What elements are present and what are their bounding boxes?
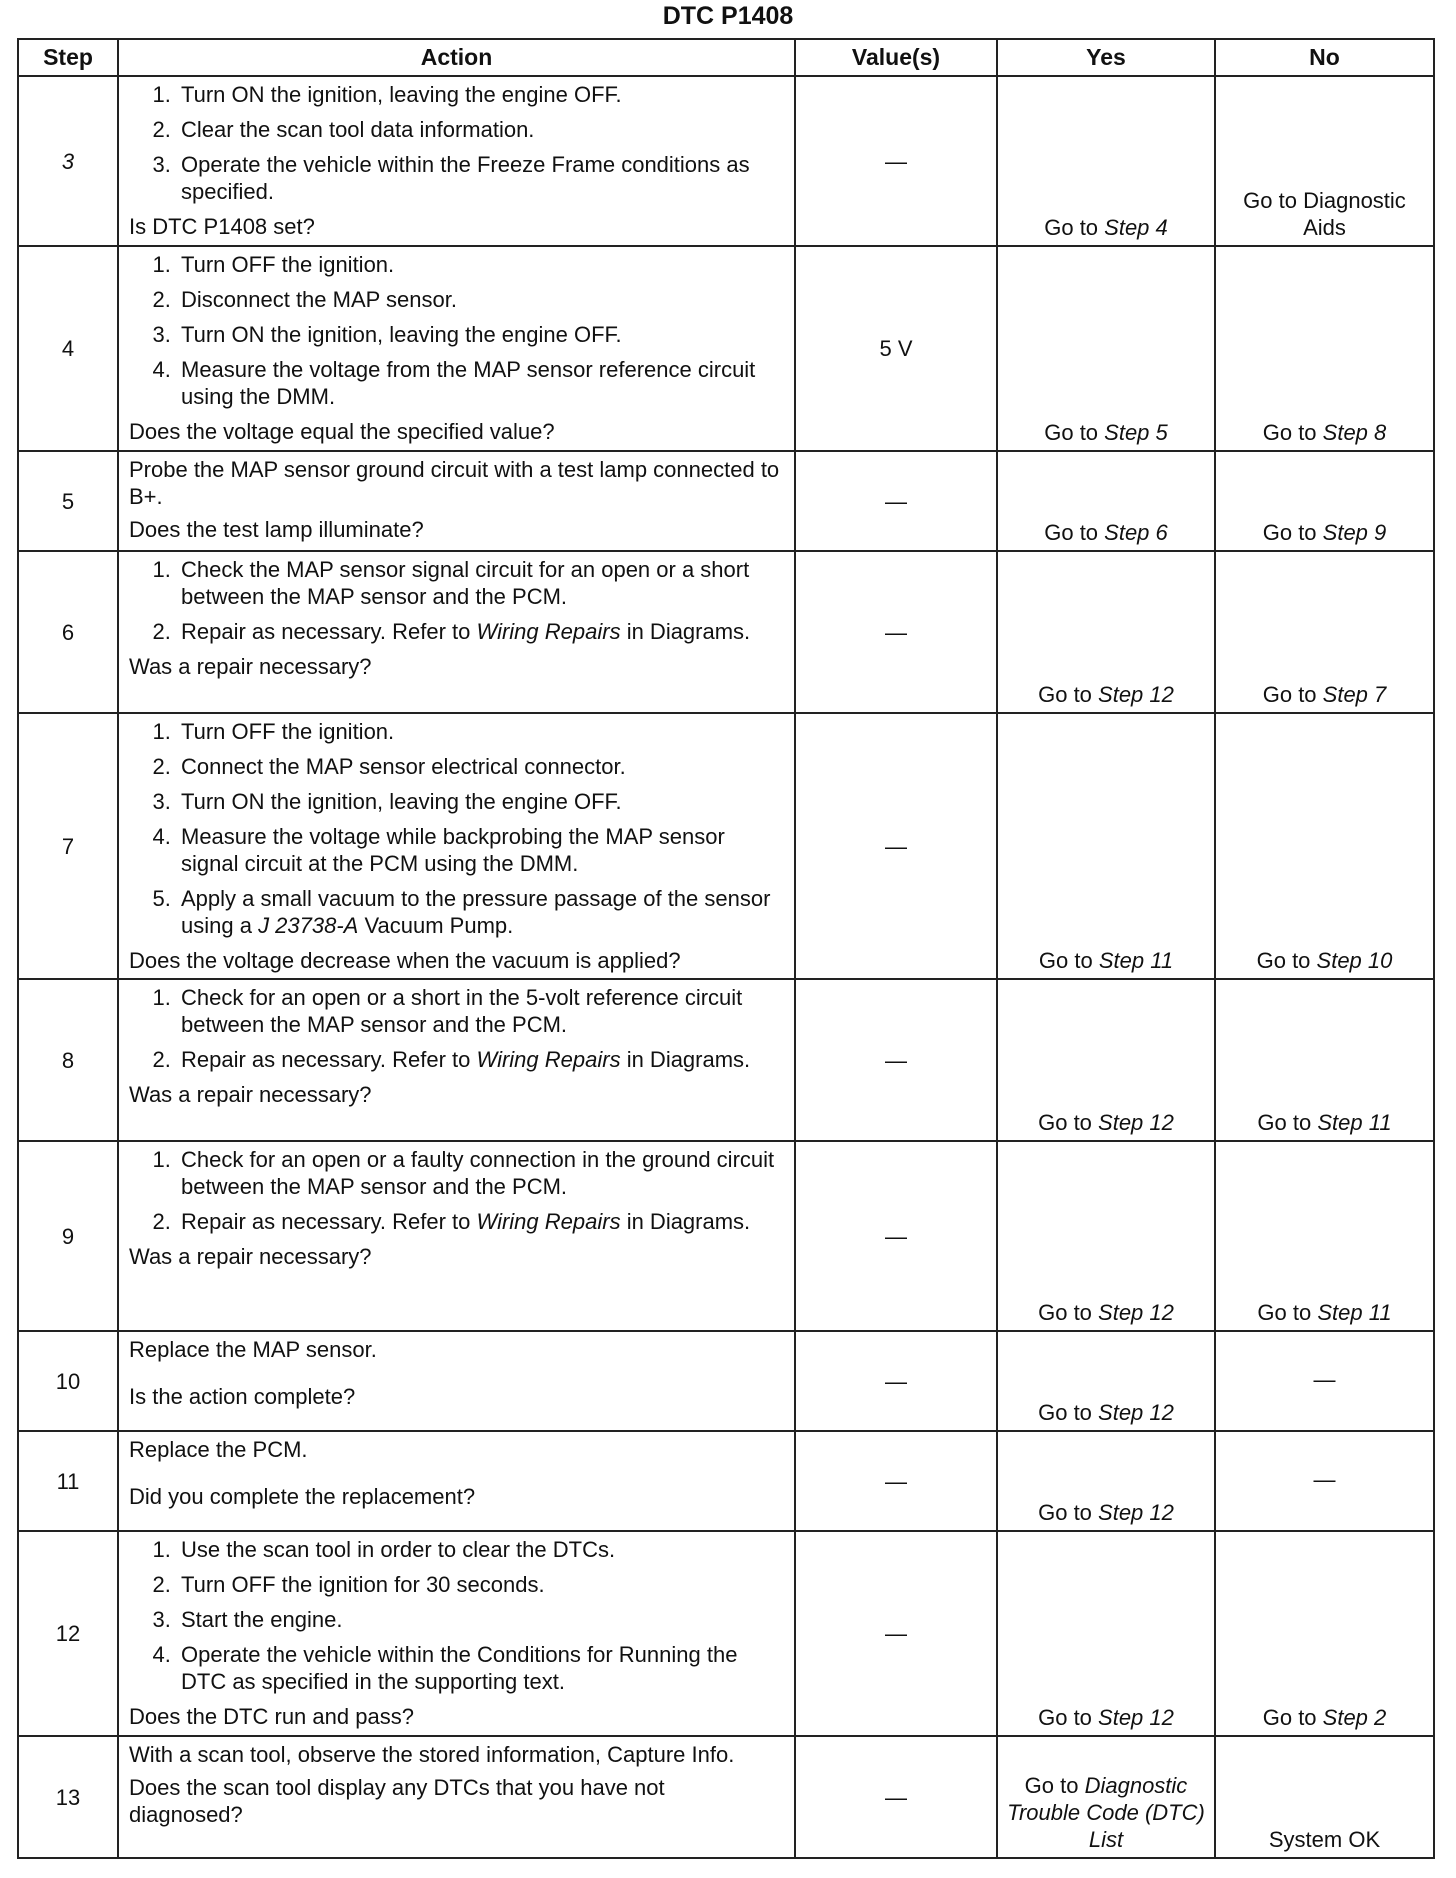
- step-number: 5: [18, 451, 118, 551]
- action-cell: [118, 1531, 795, 1736]
- text-run: —: [1313, 1466, 1336, 1492]
- text-run: Turn OFF the ignition.: [181, 252, 395, 277]
- value-cell: —: [795, 979, 997, 1141]
- text-run: Go to: [1256, 948, 1317, 973]
- action-item: [177, 116, 784, 143]
- text-run: Vacuum Pump.: [358, 913, 514, 938]
- text-run: Step 8: [1322, 420, 1387, 445]
- action-item: [177, 81, 784, 108]
- text-run: J 23738-A: [258, 913, 359, 938]
- text-run: Step 12: [1098, 1500, 1174, 1525]
- text-run: Repair as necessary. Refer to: [181, 1047, 477, 1072]
- action-cell: [118, 713, 795, 979]
- action-list: [129, 1536, 784, 1695]
- text-run: Step 2: [1322, 1705, 1387, 1730]
- step-number: 7: [18, 713, 118, 979]
- text-run: Go to Diagnostic Aids: [1243, 188, 1406, 240]
- action-list: [129, 556, 784, 645]
- text-run: Turn OFF the ignition for 30 seconds.: [181, 1572, 545, 1597]
- text-run: Turn ON the ignition, leaving the engine OFF.: [181, 82, 622, 107]
- action-item: [177, 1606, 784, 1633]
- step-number: 8: [18, 979, 118, 1141]
- text-run: Go to: [1038, 1500, 1099, 1525]
- action-item: [177, 1571, 784, 1598]
- text-run: Step 5: [1104, 420, 1168, 445]
- text-run: Wiring Repairs: [476, 619, 621, 644]
- yes-cell: [997, 551, 1215, 713]
- text-run: in Diagrams.: [620, 1047, 751, 1072]
- action-question: Does the test lamp illuminate?: [129, 517, 424, 542]
- value-cell: —: [795, 1431, 997, 1531]
- text-run: Step 11: [1317, 1300, 1392, 1325]
- action-item: [177, 151, 784, 205]
- text-run: Repair as necessary. Refer to: [181, 619, 477, 644]
- action-list: [129, 1146, 784, 1235]
- action-cell: [118, 1736, 795, 1858]
- action-question: Is the action complete?: [129, 1384, 356, 1409]
- header-yes: Yes: [997, 39, 1215, 76]
- text-run: Go to: [1038, 948, 1099, 973]
- step-number: 3: [18, 76, 118, 246]
- action-question: Did you complete the replacement?: [129, 1484, 476, 1509]
- header-action: Action: [118, 39, 795, 76]
- value-cell: —: [795, 713, 997, 979]
- action-text: Replace the PCM.: [129, 1437, 308, 1462]
- yes-cell: [997, 713, 1215, 979]
- action-item: [177, 885, 784, 939]
- text-run: Step 10: [1316, 948, 1393, 973]
- table-row: [18, 1736, 1434, 1858]
- action-list: [129, 251, 784, 410]
- text-run: in Diagrams.: [620, 1209, 751, 1234]
- no-cell: [1215, 1431, 1434, 1531]
- action-list: [129, 81, 784, 205]
- table-row: [18, 551, 1434, 713]
- value-cell: 5 V: [795, 246, 997, 451]
- text-run: Go to: [1038, 682, 1099, 707]
- action-question: Does the voltage equal the specified value?: [129, 419, 555, 444]
- action-text: Replace the MAP sensor.: [129, 1337, 377, 1362]
- yes-cell: [997, 979, 1215, 1141]
- action-item: [177, 321, 784, 348]
- text-run: Measure the voltage while backprobing the MAP sensor signal circuit at the PCM using the DMM.: [181, 824, 725, 876]
- action-question: Does the voltage decrease when the vacuum is applied?: [129, 948, 681, 973]
- text-run: Connect the MAP sensor electrical connector.: [181, 754, 626, 779]
- action-item: [177, 788, 784, 815]
- table-row: [18, 1141, 1434, 1331]
- no-cell: [1215, 246, 1434, 451]
- yes-cell: [997, 1331, 1215, 1431]
- text-run: Check for an open or a faulty connection in the ground circuit between the MAP sensor and the PCM.: [181, 1147, 775, 1199]
- text-run: Go to: [1044, 215, 1105, 240]
- action-item: [177, 251, 784, 278]
- text-run: Use the scan tool in order to clear the DTCs.: [181, 1537, 616, 1562]
- text-run: Apply a small vacuum to the pressure passage of the sensor using a: [181, 886, 771, 938]
- step-number: 12: [18, 1531, 118, 1736]
- text-run: Step 12: [1098, 1705, 1174, 1730]
- action-item: [177, 1641, 784, 1695]
- text-run: Go to: [1257, 1110, 1318, 1135]
- table-row: [18, 76, 1434, 246]
- action-question: Was a repair necessary?: [129, 1082, 372, 1107]
- yes-cell: [997, 1531, 1215, 1736]
- step-number: 11: [18, 1431, 118, 1531]
- value-cell: —: [795, 1331, 997, 1431]
- text-run: Step 12: [1098, 1110, 1174, 1135]
- action-item: [177, 286, 784, 313]
- action-item: [177, 618, 784, 645]
- text-run: Step 12: [1098, 682, 1174, 707]
- text-run: Clear the scan tool data information.: [181, 117, 535, 142]
- yes-cell: [997, 246, 1215, 451]
- no-cell: [1215, 551, 1434, 713]
- table-body: [18, 76, 1434, 1858]
- text-run: Turn ON the ignition, leaving the engine OFF.: [181, 322, 622, 347]
- yes-cell: [997, 76, 1215, 246]
- header-no: No: [1215, 39, 1434, 76]
- value-cell: —: [795, 551, 997, 713]
- text-run: Go to: [1044, 520, 1105, 545]
- action-cell: [118, 1141, 795, 1331]
- text-run: Operate the vehicle within the Conditions for Running the DTC as specified in the supporting text.: [181, 1642, 738, 1694]
- text-run: Step 11: [1317, 1110, 1392, 1135]
- text-run: Step 4: [1104, 215, 1168, 240]
- no-cell: [1215, 1141, 1434, 1331]
- step-number: 9: [18, 1141, 118, 1331]
- no-cell: [1215, 451, 1434, 551]
- action-question: Was a repair necessary?: [129, 1244, 372, 1269]
- text-run: Go to: [1262, 682, 1323, 707]
- table-header-row: [18, 39, 1434, 76]
- action-item: [177, 1046, 784, 1073]
- header-step: Step: [18, 39, 118, 76]
- text-run: Operate the vehicle within the Freeze Frame conditions as specified.: [181, 152, 750, 204]
- no-cell: [1215, 713, 1434, 979]
- step-number: 10: [18, 1331, 118, 1431]
- text-run: System OK: [1268, 1827, 1381, 1852]
- yes-cell: [997, 1431, 1215, 1531]
- text-run: Repair as necessary. Refer to: [181, 1209, 477, 1234]
- action-item: [177, 984, 784, 1038]
- text-run: —: [1313, 1366, 1336, 1392]
- text-run: Go to: [1038, 1400, 1099, 1425]
- table-row: [18, 1531, 1434, 1736]
- table-row: [18, 713, 1434, 979]
- step-number: 6: [18, 551, 118, 713]
- action-cell: [118, 1331, 795, 1431]
- action-item: [177, 556, 784, 610]
- yes-cell: [997, 1736, 1215, 1858]
- text-run: Step 12: [1098, 1400, 1174, 1425]
- step-number: 4: [18, 246, 118, 451]
- value-cell: —: [795, 76, 997, 246]
- text-run: Go to: [1257, 1300, 1318, 1325]
- action-item: [177, 1536, 784, 1563]
- action-question: Does the DTC run and pass?: [129, 1704, 414, 1729]
- text-run: Step 9: [1322, 520, 1387, 545]
- step-number: 13: [18, 1736, 118, 1858]
- action-question: Is DTC P1408 set?: [129, 214, 315, 239]
- text-run: Step 6: [1104, 520, 1168, 545]
- text-run: Go to: [1044, 420, 1105, 445]
- text-run: Go to: [1262, 520, 1323, 545]
- text-run: Measure the voltage from the MAP sensor reference circuit using the DMM.: [181, 357, 756, 409]
- text-run: Check the MAP sensor signal circuit for an open or a short between the MAP sensor and the PCM.: [181, 557, 750, 609]
- text-run: Diagnostic Trouble Code (DTC) List: [1007, 1773, 1205, 1852]
- action-item: [177, 1208, 784, 1235]
- diagnostic-table: [17, 38, 1435, 1859]
- table-row: [18, 1431, 1434, 1531]
- action-cell: [118, 246, 795, 451]
- action-cell: [118, 451, 795, 551]
- text-run: Go to: [1262, 420, 1323, 445]
- text-run: Step 7: [1322, 682, 1387, 707]
- text-run: Go to: [1038, 1705, 1099, 1730]
- action-cell: [118, 551, 795, 713]
- header-values: Value(s): [795, 39, 997, 76]
- page-title: DTC P1408: [662, 2, 794, 30]
- text-run: Turn ON the ignition, leaving the engine OFF.: [181, 789, 622, 814]
- text-run: Step 12: [1098, 1300, 1174, 1325]
- text-run: Check for an open or a short in the 5-volt reference circuit between the MAP sensor and the PCM.: [181, 985, 743, 1037]
- table-row: [18, 451, 1434, 551]
- value-cell: —: [795, 1141, 997, 1331]
- text-run: Wiring Repairs: [476, 1047, 621, 1072]
- table-row: [18, 1331, 1434, 1431]
- no-cell: [1215, 1531, 1434, 1736]
- text-run: Go to: [1024, 1773, 1085, 1798]
- action-question: Does the scan tool display any DTCs that you have not diagnosed?: [129, 1775, 665, 1827]
- action-list: [129, 984, 784, 1073]
- text-run: Go to: [1038, 1300, 1099, 1325]
- action-text: With a scan tool, observe the stored information, Capture Info.: [129, 1742, 735, 1767]
- action-question: Was a repair necessary?: [129, 654, 372, 679]
- action-item: [177, 823, 784, 877]
- table-row: [18, 246, 1434, 451]
- action-item: [177, 356, 784, 410]
- action-cell: [118, 76, 795, 246]
- table-row: [18, 979, 1434, 1141]
- value-cell: —: [795, 1531, 997, 1736]
- action-text: Probe the MAP sensor ground circuit with a test lamp connected to B+.: [129, 457, 780, 509]
- text-run: Wiring Repairs: [476, 1209, 621, 1234]
- text-run: Step 11: [1098, 948, 1174, 973]
- action-item: [177, 1146, 784, 1200]
- no-cell: [1215, 1736, 1434, 1858]
- action-cell: [118, 1431, 795, 1531]
- text-run: Disconnect the MAP sensor.: [181, 287, 457, 312]
- no-cell: [1215, 76, 1434, 246]
- text-run: Go to: [1038, 1110, 1099, 1135]
- text-run: in Diagrams.: [620, 619, 751, 644]
- yes-cell: [997, 451, 1215, 551]
- action-cell: [118, 979, 795, 1141]
- action-list: [129, 718, 784, 939]
- no-cell: [1215, 979, 1434, 1141]
- action-item: [177, 753, 784, 780]
- text-run: Turn OFF the ignition.: [181, 719, 395, 744]
- text-run: Start the engine.: [181, 1607, 343, 1632]
- value-cell: —: [795, 1736, 997, 1858]
- value-cell: —: [795, 451, 997, 551]
- action-item: [177, 718, 784, 745]
- text-run: Go to: [1262, 1705, 1323, 1730]
- yes-cell: [997, 1141, 1215, 1331]
- no-cell: [1215, 1331, 1434, 1431]
